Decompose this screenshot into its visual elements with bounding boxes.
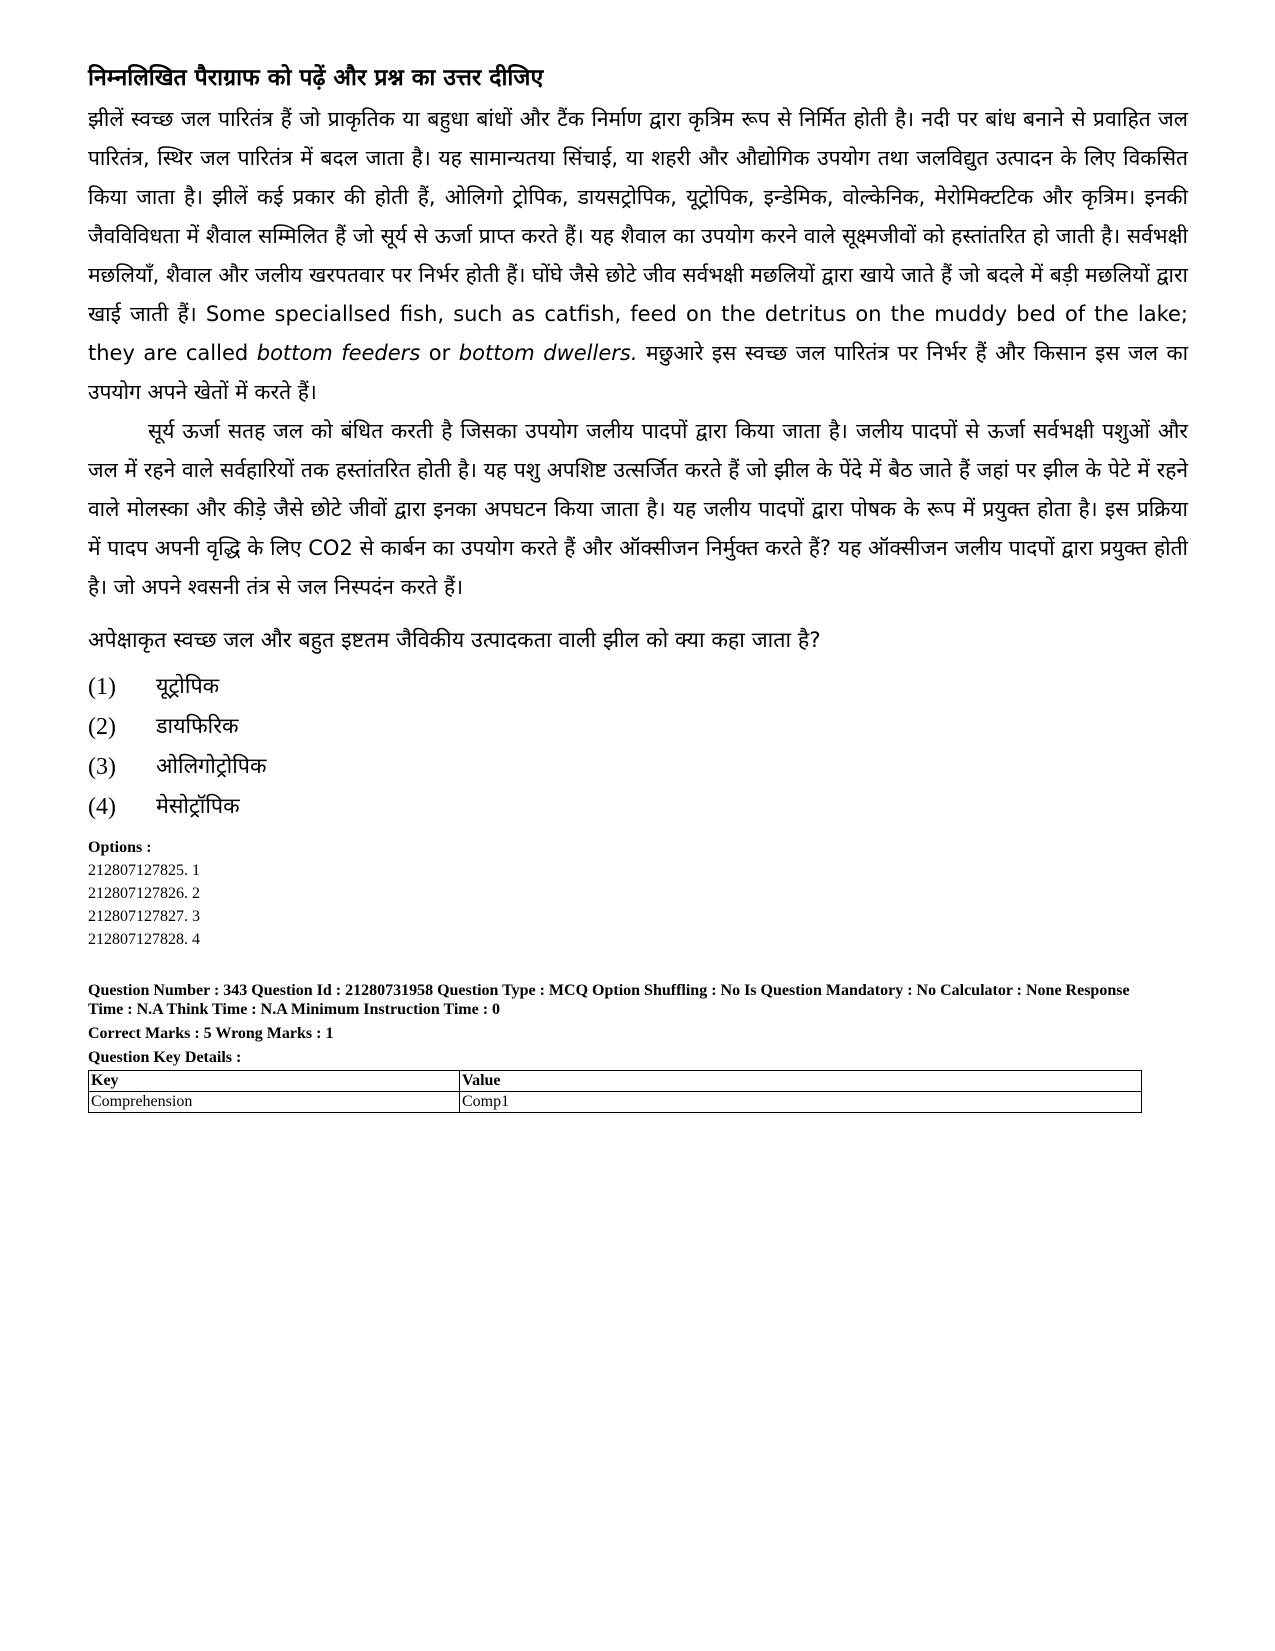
term-bottom-dwellers: bottom dwellers. (458, 341, 638, 365)
instruction-heading: निम्नलिखित पैराग्राफ को पढ़ें और प्रश्न का उत्तर दीजिए (88, 65, 544, 91)
table-header-row (89, 1071, 1142, 1092)
passage-text-start: झीलें स्वच्छ जल पारितंत्र हैं जो प्राकृतिक या बहुधा बांधों और टैंक निर्माण द्वारा कृत्रिम रूप से निर्मित होती है। नदी पर बांध बनाने से प्रवाहित जल पारितंत्र, स्थिर जल पारितंत्र में बदल जाता है। यह सामान्यतया सिंचाई, या शहरी और औद्योगिक उपयोग तथा जलविद्युत उत्पादन के लिए विकसित किया जाता है। झीलें कई प्रकार की होती हैं, ओलिगो ट्रोपिक, डायसट्रोपिक, यूट्रोपिक, इन्डेमिक, वोल्केनिक, मेरोमिक्टटिक और कृत्रिम। इनकी जैवविविधता में शैवाल सम्मिलित हैं जो सूर्य से ऊर्जा प्राप्त करते हैं। यह शैवाल का उपयोग करने वाले सूक्ष्मजीवों को हस्तांतरित हो जाती है। सर्वभक्षी मछलियाँ, शैवाल और जलीय खरपतवार पर निर्भर होती हैं। घोंघे जैसे छोटे जीव सर्वभक्षी मछलियों द्वारा खाये जाते हैं जो बदले में बड़ी मछलियों द्वारा खाई जाती हैं। Some speciallsed fish, such as catfish, feed on the detritus on the muddy bed of the lake; they are called (88, 107, 1188, 365)
choice-number: (4) (88, 794, 116, 820)
choice-item (88, 667, 1188, 707)
table-row (89, 1092, 1142, 1113)
option-id-item: 212807127825. 1 (88, 862, 200, 879)
table-cell-key: Comprehension (89, 1092, 460, 1113)
choice-item (88, 707, 1188, 747)
question-metadata: Question Number : 343 Question Id : 21280731958 Question Type : MCQ Option Shuffling : No Is Question Mandatory : No Calculator : None Response Time : N.A Think Time : N.A Minimum Instruction Time : 0 (88, 982, 1130, 1018)
marks-info: Correct Marks : 5 Wrong Marks : 1 (88, 1025, 334, 1042)
choice-list (88, 667, 1188, 827)
key-details-label: Question Key Details : (88, 1049, 242, 1066)
choice-number: (3) (88, 754, 116, 780)
table-header-value: Value (460, 1071, 1142, 1092)
table-header-key: Key (89, 1071, 460, 1092)
term-bottom-feeders: bottom feeders (256, 341, 421, 365)
passage-paragraph-1 (88, 100, 1188, 412)
key-details-table (88, 1070, 1142, 1113)
passage-text-end: मछुआरे इस स्वच्छ जल पारितंत्र पर निर्भर हैं और किसान इस जल का उपयोग अपने खेतों में करते हैं। (88, 341, 1189, 404)
choice-text: मेसोट्रॉपिक (156, 794, 240, 819)
option-id-list (88, 859, 1188, 951)
choice-number: (1) (88, 674, 116, 700)
choice-text: डायफिरिक (156, 714, 239, 739)
option-id-item: 212807127828. 4 (88, 931, 200, 948)
option-id-item: 212807127827. 3 (88, 908, 200, 925)
choice-number: (2) (88, 714, 116, 740)
choice-text: यूट्रोपिक (156, 674, 220, 699)
choice-text: ओलिगोट्रोपिक (156, 754, 267, 779)
table-cell-value: Comp1 (460, 1092, 1142, 1113)
choice-item (88, 747, 1188, 787)
options-label: Options : (88, 839, 152, 856)
choice-item (88, 787, 1188, 827)
passage-paragraph-2: सूर्य ऊर्जा सतह जल को बंधित करती है जिसका उपयोग जलीय पादपों द्वारा किया जाता है। जलीय पादपों से ऊर्जा सर्वभक्षी पशुओं और जल में रहने वाले सर्वहारियों तक हस्तांतरित होती है। यह पशु अपशिष्ट उत्सर्जित करते हैं जो झील के पेंदे में बैठ जाते हैं जहां पर झील के पेटे में रहने वाले मोलस्का और कीड़े जैसे छोटे जीवों द्वारा इनका अपघटन किया जाता है। यह जलीय पादपों द्वारा पोषक के रूप में प्रयुक्त होता है। इस प्रक्रिया में पादप अपनी वृद्धि के लिए CO2 से कार्बन का उपयोग करते हैं और ऑक्सीजन निर्मुक्त करते हैं? यह ऑक्सीजन जलीय पादपों द्वारा प्रयुक्त होती है। जो अपने श्वसनी तंत्र से जल निस्पदंन करते हैं। (88, 419, 1188, 599)
passage-text-or: or (420, 341, 459, 365)
option-id-item: 212807127826. 2 (88, 885, 200, 902)
question-page (88, 60, 1188, 1113)
question-text: अपेक्षाकृत स्वच्छ जल और बहुत इष्टतम जैविकीय उत्पादकता वाली झील को क्या कहा जाता है? (88, 628, 821, 653)
